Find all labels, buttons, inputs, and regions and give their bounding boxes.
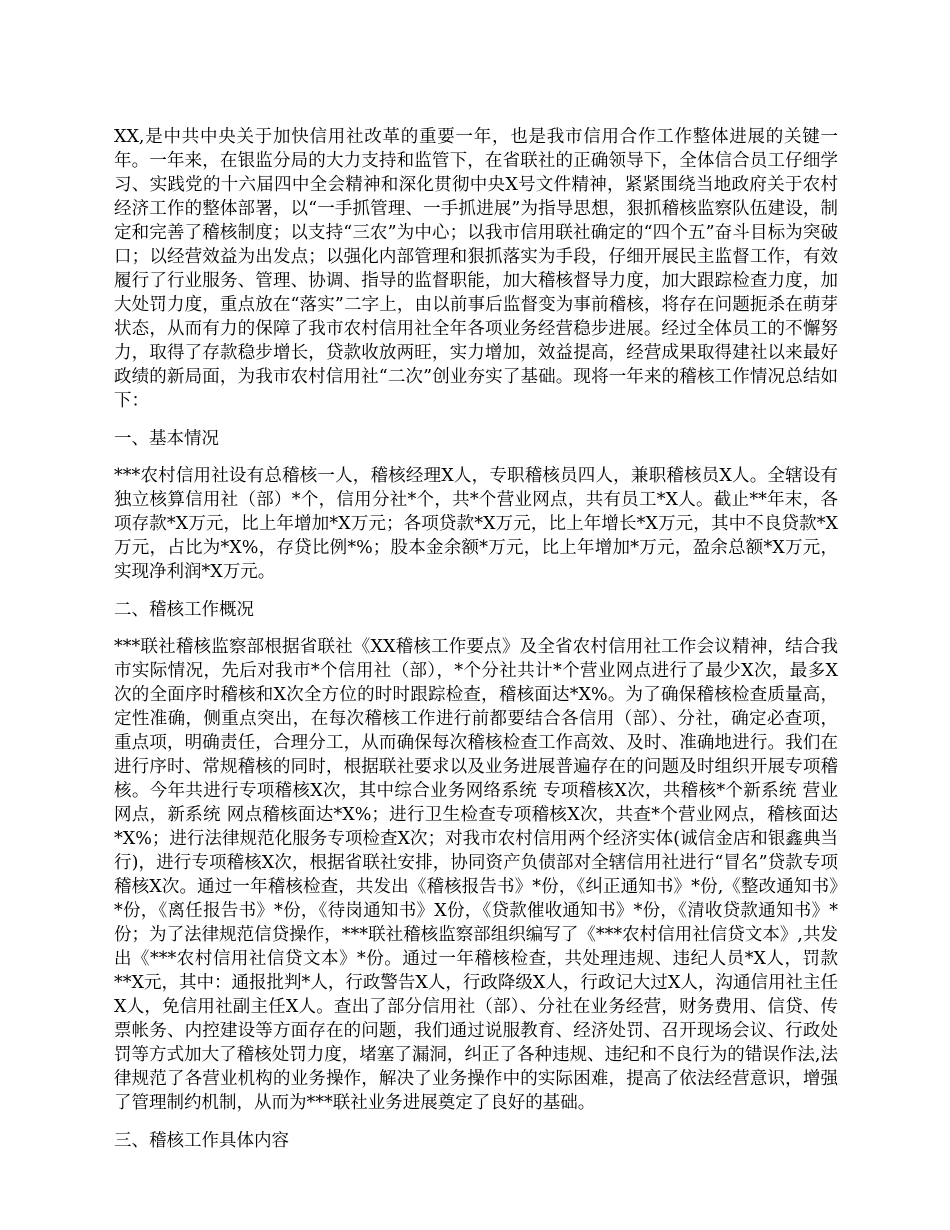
section-1-paragraph: ***农村信用社设有总稽核一人，稽核经理X人，专职稽核员四人，兼职稽核员X人。全辖设有独立核算信用社（部）*个，信用分社*个，共*个营业网点，共有员工*X人。截止**年末，各项存款*X万元，比上年增加*X万元；各项贷款*X万元，比上年增长*X万元，其中不良贷款*X万元，占比为*X%，存贷比例*%；股本金余额*万元，比上年增加*万元，盈余总额*X万元，实现净利润*X万元。 [114, 466, 838, 582]
section-1-heading: 一、基本情况 [114, 429, 219, 449]
intro-paragraph: XX,是中共中央关于加快信用社改革的重要一年，也是我市信用合作工作整体进展的关键一年。一年来，在银监分局的大力支持和监管下，在省联社的正确领导下，全体信合员工仔细学习、实践党的十六届四中全会精神和深化贯彻中央X号文件精神，紧紧围绕当地政府关于农村经济工作的整体部署，以“一手抓管理、一手抓进展”为指导思想，狠抓稽核监察队伍建设，制定和完善了稽核制度；以支持“三农”为中心；以我市信用联社确定的“四个五”奋斗目标为突破口；以经营效益为出发点；以强化内部管理和狠抓落实为手段，仔细开展民主监督工作，有效履行了行业服务、管理、协调、指导的监督职能，加大稽核督导力度，加大跟踪检查力度，加大处罚力度，重点放在“落实”二字上，由以前事后监督变为事前稽核，将存在问题扼杀在萌芽状态，从而有力的保障了我市农村信用社全年各项业务经营稳步进展。经过全体员工的不懈努力，取得了存款稳步增长，贷款收放两旺，实力增加，效益提高，经营成果取得建社以来最好政绩的新局面，为我市农村信用社“二次”创业夯实了基础。现将一年来的稽核工作情况总结如下： [114, 127, 838, 411]
section-2-paragraph: ***联社稽核监察部根据省联社《XX稽核工作要点》及全省农村信用社工作会议精神，结合我市实际情况，先后对我市*个信用社（部），*个分社共计*个营业网点进行了最少X次，最多X次的全面序时稽核和X次全方位的时时跟踪检查，稽核面达*X%。为了确保稽核检查质量高，定性准确，侧重点突出，在每次稽核工作进行前都要结合各信用（部）、分社，确定必查项，重点项，明确责任，合理分工，从而确保每次稽核检查工作高效、及时、准确地进行。我们在进行序时、常规稽核的同时，根据联社要求以及业务进展普遍存在的问题及时组织开展专项稽核。今年共进行专项稽核X次，其中综合业务网络系统 专项稽核X次，共稽核*个新系统 营业网点，新系统 网点稽核面达*X%；进行卫生检查专项稽核X次，共查*个营业网点，稽核面达*X%；进行法律规范化服务专项检查X次；对我市农村信用两个经济实体(诚信金店和银鑫典当行)，进行专项稽核X次，根据省联社安排，协同资产负债部对全辖信用社进行“冒名”贷款专项稽核X次。通过一年稽核检查，共发出《稽核报告书》*份，《纠正通知书》*份,《整改通知书》*份，《离任报告书》*份，《待岗通知书》X份，《贷款催收通知书》*份，《清收贷款通知书》*份；为了法律规范信贷操作，***联社稽核监察部组织编写了《***农村信用社信贷文本》,共发出《***农村信用社信贷文本》*份。通过一年稽核检查，共处理违规、违纪人员*X人，罚款**X元，其中：通报批判*人，行政警告X人，行政降级X人，行政记大过X人，沟通信用社主任X人，免信用社副主任X人。查出了部分信用社（部）、分社在业务经营，财务费用、信贷、传票帐务、内控建设等方面存在的问题，我们通过说服教育、经济处罚、召开现场会议、行政处罚等方式加大了稽核处罚力度，堵塞了漏洞，纠正了各种违规、违纪和不良行为的错误作法,法律规范了各营业机构的业务操作，解决了业务操作中的实际困难，提高了依法经营意识，增强了管理制约机制，从而为***联社业务进展奠定了良好的基础。 [114, 637, 838, 1113]
document-page [114, 125, 838, 1166]
section-2-heading: 二、稽核工作概况 [114, 600, 254, 620]
section-3-heading: 三、稽核工作具体内容 [114, 1131, 289, 1151]
